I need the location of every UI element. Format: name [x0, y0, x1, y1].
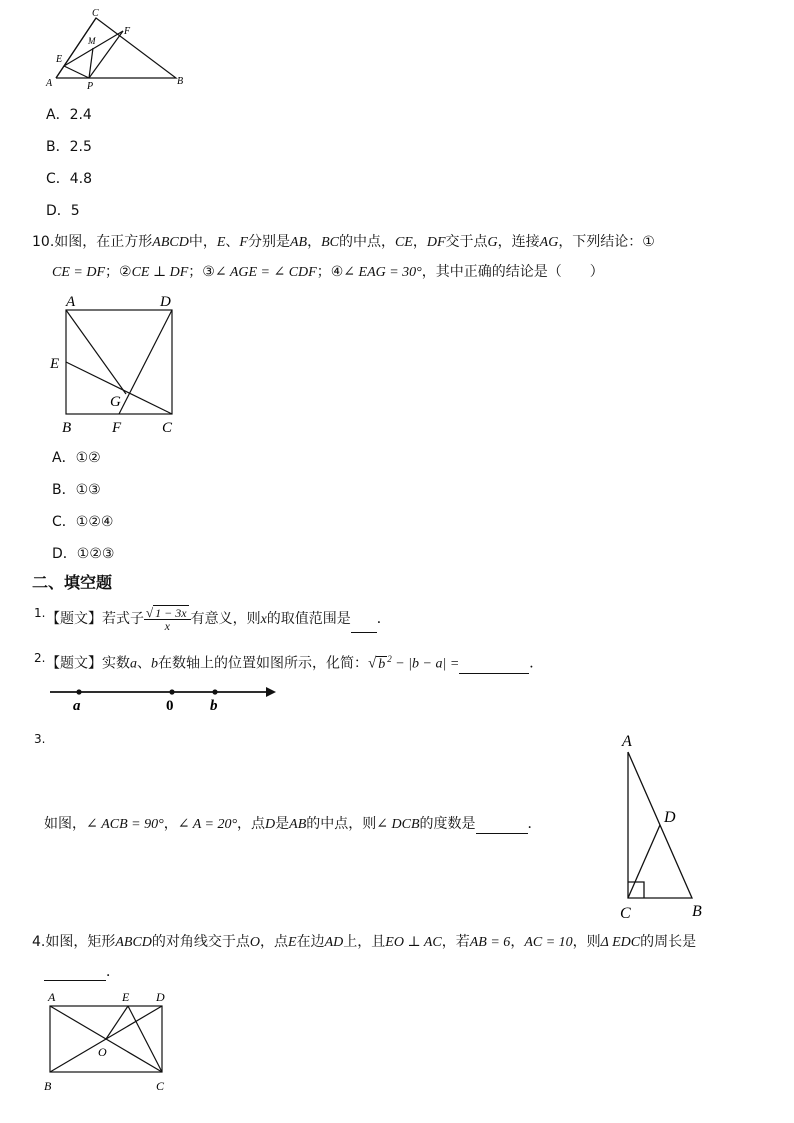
- fill1-number: 1.: [34, 606, 46, 620]
- q10-option-d[interactable]: D．①②③: [52, 546, 115, 562]
- q10-stem-line2: CE = DF；②CE ⊥ DF；③∠ AGE = ∠ CDF；④∠ EAG = 30°，其中正确的结论是（ ）: [52, 264, 604, 280]
- q9-option-b[interactable]: B．2.5: [46, 139, 92, 155]
- fill2-answer-blank[interactable]: [459, 659, 529, 674]
- section-title: 二、填空题: [32, 573, 113, 592]
- fill4-label-A: A: [48, 990, 56, 1004]
- fill1-stem: 【题文】若式子 $\frac{√ 1 - 3x}{x}$ 有意义，则x的取值范围是 ．: [46, 604, 391, 633]
- q10-option-c[interactable]: C．①②④: [52, 514, 114, 530]
- q10-label-G: G: [110, 394, 121, 410]
- q9-label-F: F: [124, 26, 131, 37]
- fill3-answer-blank[interactable]: [476, 819, 528, 834]
- q9-label-B: B: [177, 76, 184, 87]
- fill3-label-B: B: [692, 903, 702, 920]
- fill4-rectangle-figure: [40, 988, 180, 1096]
- q9-label-E: E: [56, 54, 63, 65]
- q9-triangle-figure: [40, 6, 200, 96]
- q10-option-b[interactable]: B．①③: [52, 482, 101, 498]
- fill4-label-D: D: [156, 990, 165, 1004]
- fill2-stem: 【题文】实数a、b在数轴上的位置如图所示，化简：√ b $^2$ − |b − a| = ．: [46, 654, 544, 672]
- fill4-label-E: E: [122, 990, 130, 1004]
- fill3-label-D: D: [664, 809, 676, 826]
- q9-option-c[interactable]: C．4.8: [46, 171, 93, 187]
- q10-label-F: F: [112, 420, 122, 436]
- number-line-label-zero: 0: [166, 698, 174, 714]
- fill4-stem-line2: ．: [44, 963, 120, 981]
- q10-label-D: D: [160, 294, 171, 310]
- fill1-answer-blank[interactable]: [351, 618, 377, 633]
- fill3-label-C: C: [620, 905, 631, 922]
- fill4-stem-line1: 4.如图，矩形ABCD的对角线交于点O，点E在边AD上，且EO ⊥ AC，若AB = 6，AC = 10，则Δ EDC的周长是: [32, 934, 697, 950]
- q9-label-A: A: [46, 78, 53, 89]
- q10-option-a[interactable]: A．①②: [52, 450, 101, 466]
- fill2-number: 2.: [34, 651, 46, 665]
- q10-stem-line1: 10.如图，在正方形ABCD中，E、F分别是AB，BC的中点，CE，DF交于点G，连接AG，下列结论：①: [32, 234, 655, 250]
- q9-option-a[interactable]: A．2.4: [46, 107, 92, 123]
- fill3-number: 3.: [34, 732, 46, 746]
- fill4-label-B: B: [44, 1079, 52, 1093]
- fill4-label-C: C: [156, 1079, 165, 1093]
- fill4-label-O: O: [98, 1045, 107, 1059]
- q9-label-P: P: [87, 81, 94, 92]
- number-line-figure: [44, 682, 284, 716]
- number-line-label-b: b: [210, 698, 218, 714]
- q10-label-B: B: [62, 420, 72, 436]
- fill1-fraction: $\frac{√ 1 - 3x}{x}$: [144, 607, 191, 632]
- q9-label-C: C: [92, 8, 99, 19]
- q10-square-figure: [44, 290, 194, 436]
- q9-label-M: M: [88, 36, 96, 46]
- q10-label-E: E: [50, 356, 60, 372]
- fill3-label-A: A: [622, 733, 632, 750]
- q10-label-C: C: [162, 420, 173, 436]
- fill3-right-triangle-figure: [610, 728, 720, 924]
- q9-option-d[interactable]: D．5: [46, 203, 80, 219]
- fill4-answer-blank[interactable]: [44, 966, 106, 981]
- q10-label-A: A: [66, 294, 76, 310]
- number-line-label-a: a: [73, 698, 81, 714]
- fill3-stem: 如图，∠ ACB = 90°，∠ A = 20°，点D是AB的中点，则∠ DCB的度数是 ．: [44, 816, 542, 832]
